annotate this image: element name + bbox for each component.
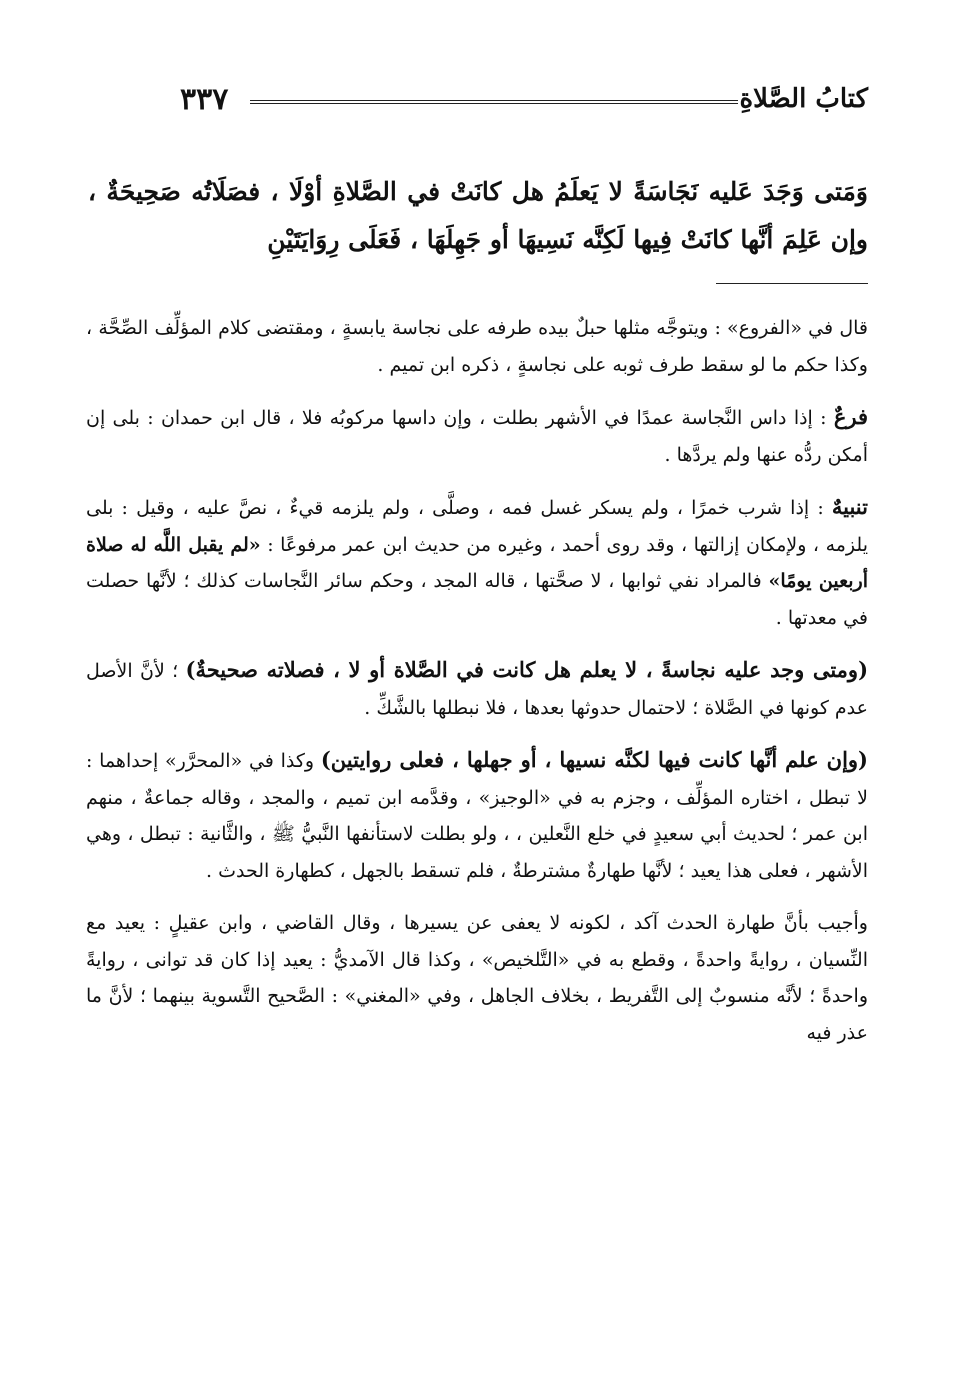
paragraph-text: وكذا في «المحرَّر» إحداهما : لا تبطل ، اختاره المؤلِّف ، وجزم به في «الوجيز» ، وقدَّمه ابن تميم ، والمجد ، وقاله جماعةٌ ، منهم ابن عمر ؛ لحديث أبي سعيدٍ في خلع النَّعلين ، ، ولو بطلت لاستأنفها النَّبيُّ ﷺ ، والثَّانية : تبطل ، وهي الأشهر ، فعلى هذا يعيد ؛ لأنَّها طهارةٌ مشترطةٌ ، فلم تسقط بالجهل ، كطهارة الحدث . [86, 750, 868, 882]
commentary [86, 310, 868, 1350]
paragraph-text: ؛ لأنَّ الأصل عدم كونها في الصَّلاة ؛ لاحتمال حدوثها بعدها ، فلا نبطلها بالشَّكِّ . [86, 660, 868, 719]
hadith-quote: «لم يقبل اللَّه له صلاة أربعين يومًا» [86, 533, 868, 592]
matn-text: وَمَتى وَجَدَ عَليه نَجَاسَةً لا يَعلَمُ هل كانَتْ في الصَّلاةِ أوْلَا ، فصَلَاتُه صَحِيحَةٌ ، وإن عَلِمَ أنَّها كانَتْ فِيها لَكِنَّه نَسِيهَا أو جَهِلَهَا ، فَعَلَى رِوَايَتَيْنِ [88, 177, 868, 254]
page-header [120, 80, 868, 120]
commentary-paragraph-1: قال في «الفروع» : ويتوجَّه مثلها حبلٌ بيده طرفه على نجاسة يابسةٍ ، ومقتضى كلام المؤلِّف الصِّحَّة ، وكذا حكم ما لو سقط طرف ثوبه على نجاسةٍ ، ذكره ابن تميم . [86, 317, 868, 376]
paragraph-text: : إذا داس النَّجاسة عمدًا في الأشهر بطلت ، وإن داسها مركوبُه فلا ، قال ابن حمدان : بلى إن أمكن ردُّه عنها ولم يردَّها . [86, 407, 868, 466]
page-number: ٣٣٧ [180, 82, 229, 117]
commentary-paragraph-6: وأجيب بأنَّ طهارة الحدث آكد ، لكونه لا يعفى عن يسيرها ، وقال القاضي ، وابن عقيلٍ : يعيد مع النِّسيان ، روايةً واحدةً ، وقطع به في «التَّلخيص» ، وكذا قال الآمديُّ : يعيد إذا كان قد توانى ، روايةً واحدةً ؛ لأنَّه منسوبٌ إلى التَّفريط ، بخلاف الجاهل ، وفي «المغني» : الصَّحيح التَّسوية بينهما ؛ لأنَّ ما عذر فيه [86, 912, 868, 1044]
quoted-matn: (ومتى وجد عليه نجاسةً ، لا يعلم هل كانت في الصَّلاة أو لا ، فصلاته صحيحةٌ) [185, 657, 868, 682]
paragraph-lead: فرعٌ [833, 404, 868, 429]
paragraph-text: فالمراد نفي ثوابها ، لا صحَّتها ، قاله المجد ، وحكم سائر النَّجاسات كذلك ؛ لأنَّها حصلت في معدتها . [86, 570, 868, 629]
commentary-paragraph-2 [86, 399, 868, 473]
paragraph-lead: تنبيهٌ [831, 494, 868, 519]
paragraph-text: : إذا شرب خمرًا ، ولم يسكر غسل فمه ، وصلَّى ، ولم يلزمه قيءٌ ، نصَّ عليه ، وقيل : بلى يلزمه ، ولإمكان إزالتها ، وقد روى أحمد ، وغيره من حديث ابن عمر مرفوعًا : [86, 497, 868, 556]
quoted-matn: (وإن علم أنَّها كانت فيها لكنَّه نسيها ، أو جهلها ، فعلى روايتين) [320, 747, 868, 772]
commentary-paragraph-3 [86, 489, 868, 636]
commentary-paragraph-5 [86, 742, 868, 889]
book-title: كتابُ الصَّلاةِ [739, 84, 868, 114]
header-rule [250, 100, 738, 104]
commentary-paragraph-4 [86, 652, 868, 726]
matn-divider [716, 283, 868, 284]
